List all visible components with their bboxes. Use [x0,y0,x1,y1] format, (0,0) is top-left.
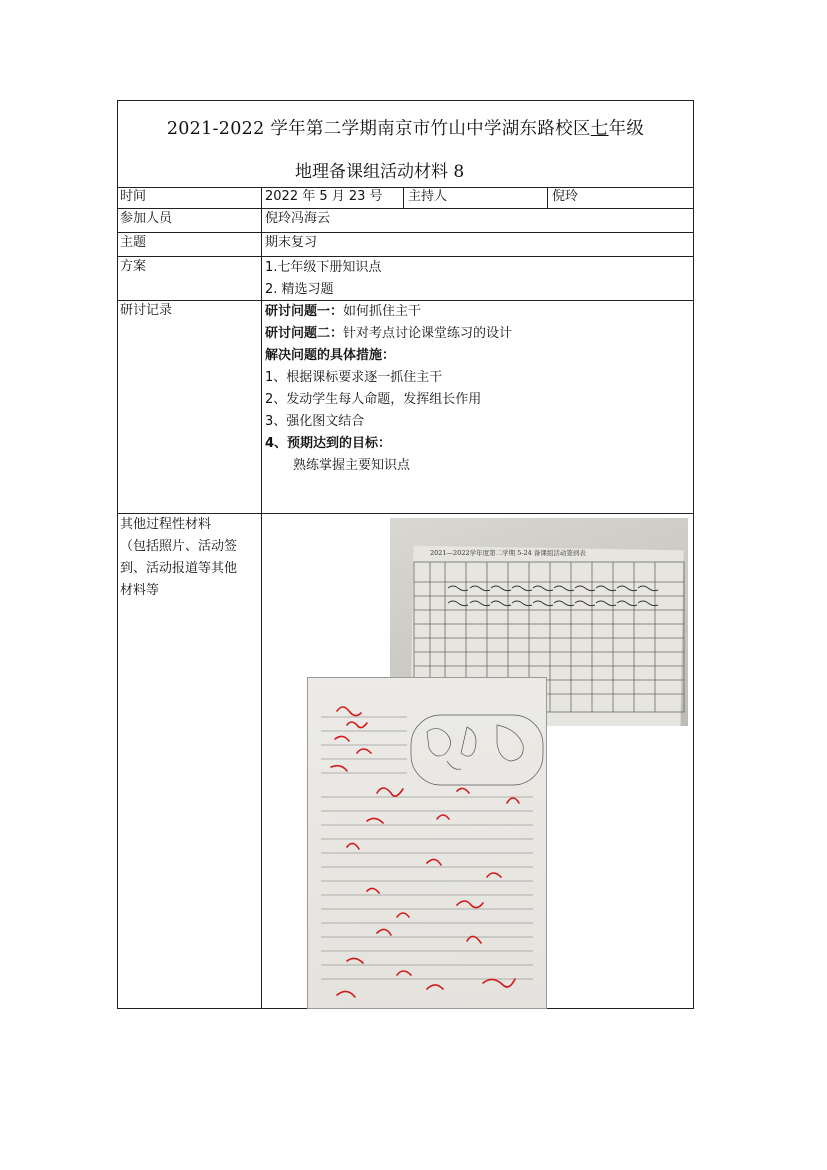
q2-label: 研讨问题二： [265,326,344,341]
label-participants: 参加人员 [118,209,262,232]
row-plan [118,257,693,301]
plan-item: 2. 精选习题 [265,282,334,297]
document-title [118,101,693,188]
row-topic [118,233,693,257]
goal-text: 熟练掌握主要知识点 [293,458,411,473]
discussion-q1 [265,301,512,323]
q1-label: 研讨问题一： [265,304,344,319]
q1-text: 如何抓住主干 [343,304,422,319]
exam-paper-content [307,677,547,1009]
title-line-2: 地理备课组活动材料 8 [295,162,465,182]
label-materials [118,514,262,1008]
value-plan [262,257,381,300]
label-topic: 主题 [118,233,262,256]
title-grade-suffix: 年级 [608,119,645,139]
value-participants: 倪玲冯海云 [265,211,331,226]
value-topic: 期末复习 [265,235,318,250]
materials-label-line: 其他过程性材料 [120,517,212,532]
label-discussion: 研讨记录 [118,301,262,513]
q2-text: 针对考点讨论课堂练习的设计 [343,326,513,341]
value-discussion [262,301,512,513]
title-school: 2021-2022 学年第二学期南京市竹山中学湖东路校区 [166,119,591,139]
measure-item: 1、根据课标要求逐一抓住主干 [265,370,443,385]
title-grade: 七 [590,119,609,139]
row-discussion [118,301,693,514]
plan-item: 1.七年级下册知识点 [265,260,382,275]
signin-sheet-title: 2021—2022学年度第二学期 5-24 备课组活动签到表 [430,549,586,557]
marked-exam-paper-photo [307,677,547,1009]
row-participants [118,209,693,233]
materials-label-line: 到、活动报道等其他 [120,561,238,576]
label-time: 时间 [118,187,262,208]
measure-item: 3、强化图文结合 [265,414,365,429]
label-plan: 方案 [118,257,262,300]
label-host: 主持人 [405,187,548,208]
discussion-q2 [265,323,512,345]
title-line-1 [118,115,693,140]
measure-item: 2、发动学生每人命题，发挥组长作用 [265,392,482,407]
materials-label-line: （包括照片、活动签 [120,539,238,554]
goal-heading: 4、预期达到的目标： [265,436,392,451]
row-time [118,187,693,209]
value-time: 2022 年 5 月 23 号 [262,187,404,208]
value-host: 倪玲 [552,189,579,204]
measures-heading: 解决问题的具体措施： [265,348,396,363]
materials-label-line: 材料等 [120,583,160,598]
